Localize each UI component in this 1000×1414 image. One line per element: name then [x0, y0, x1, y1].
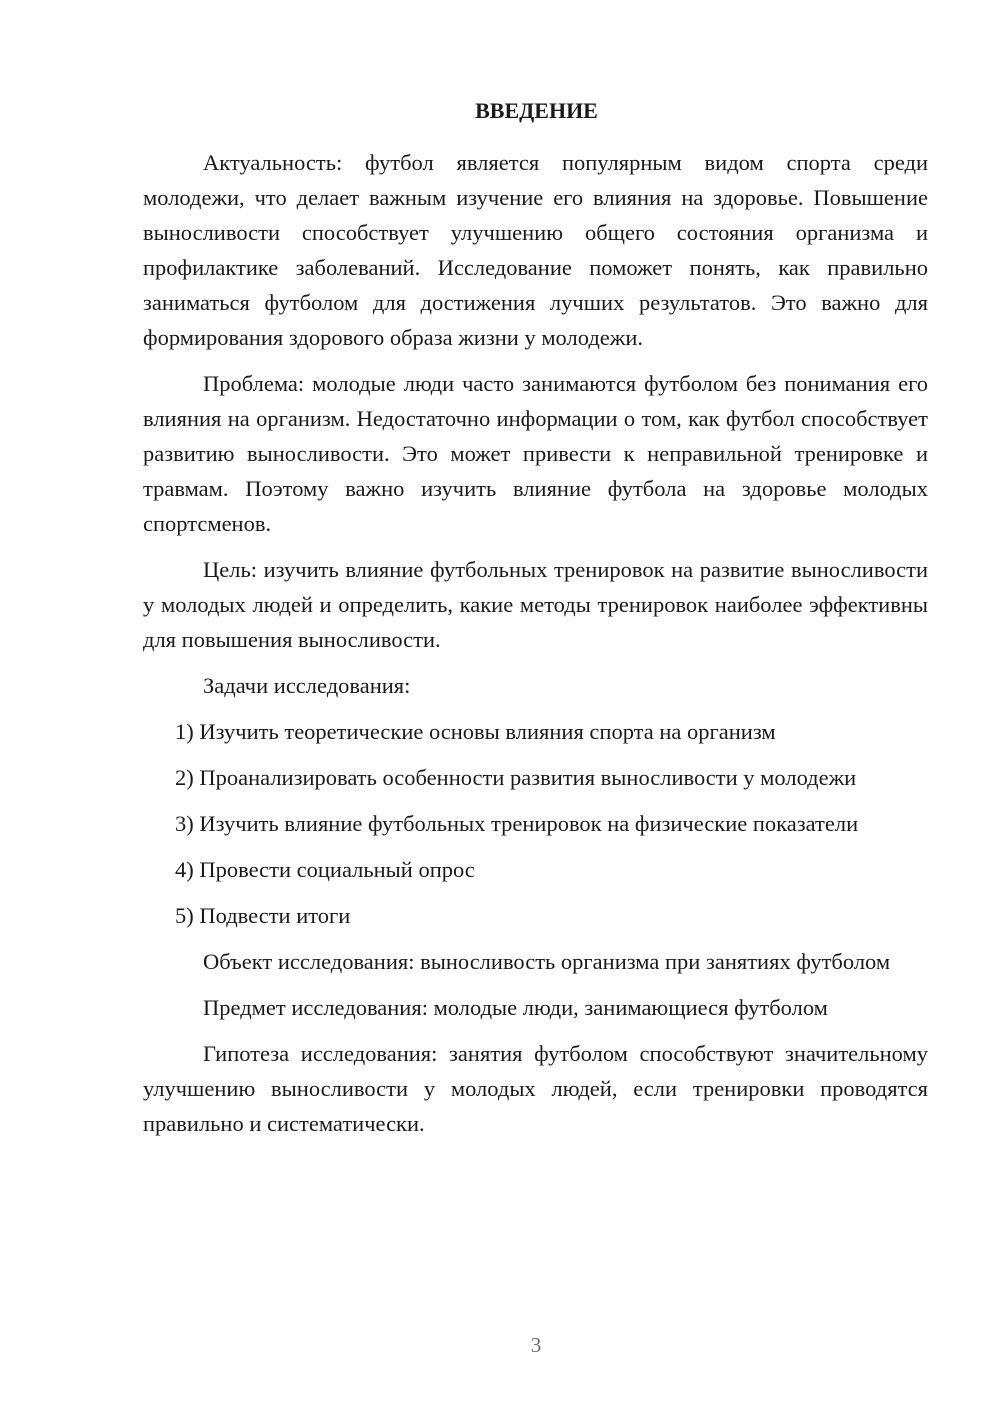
paragraph-goal: Цель: изучить влияние футбольных тренировок на развитие выносливости у молодых людей и определить, какие методы тренировок наиболее эффективны для повышения выносливости. [143, 557, 928, 652]
paragraph-hypothesis: Гипотеза исследования: занятия футболом способствуют значительному улучшению выносливости у молодых людей, если тренировки проводятся правильно и систематически. [143, 1041, 928, 1136]
task-item-5: 5) Подвести итоги [175, 903, 351, 928]
page-title: ВВЕДЕНИЕ [475, 98, 598, 123]
paragraph-problem: Проблема: молодые люди часто занимаются футболом без понимания его влияния на организм. Недостаточно информации о том, как футбол способствует развитию выносливости. Это может привести к неправильной тренировке и травмам. Поэтому важно изучить влияние футбола на здоровье молодых спортсменов. [143, 371, 928, 536]
paragraph-subject: Предмет исследования: молодые люди, занимающиеся футболом [203, 995, 828, 1020]
task-item-4: 4) Провести социальный опрос [175, 857, 475, 882]
task-item-1: 1) Изучить теоретические основы влияния спорта на организм [175, 719, 776, 744]
paragraph-relevance: Актуальность: футбол является популярным видом спорта среди молодежи, что делает важным изучение его влияния на здоровье. Повышение выносливости способствует улучшению общего состояния организма и профилактике заболеваний. Исследование поможет понять, как правильно заниматься футболом для достижения лучших результатов. Это важно для формирования здорового образа жизни у молодежи. [143, 150, 928, 350]
paragraph-tasks-heading: Задачи исследования: [203, 673, 411, 698]
task-item-3: 3) Изучить влияние футбольных тренировок на физические показатели [175, 811, 859, 836]
paragraph-object: Объект исследования: выносливость организма при занятиях футболом [203, 949, 891, 974]
page-content [143, 96, 928, 1152]
task-item-2: 2) Проанализировать особенности развития выносливости у молодежи [175, 765, 857, 790]
page-number: 3 [530, 1333, 542, 1357]
